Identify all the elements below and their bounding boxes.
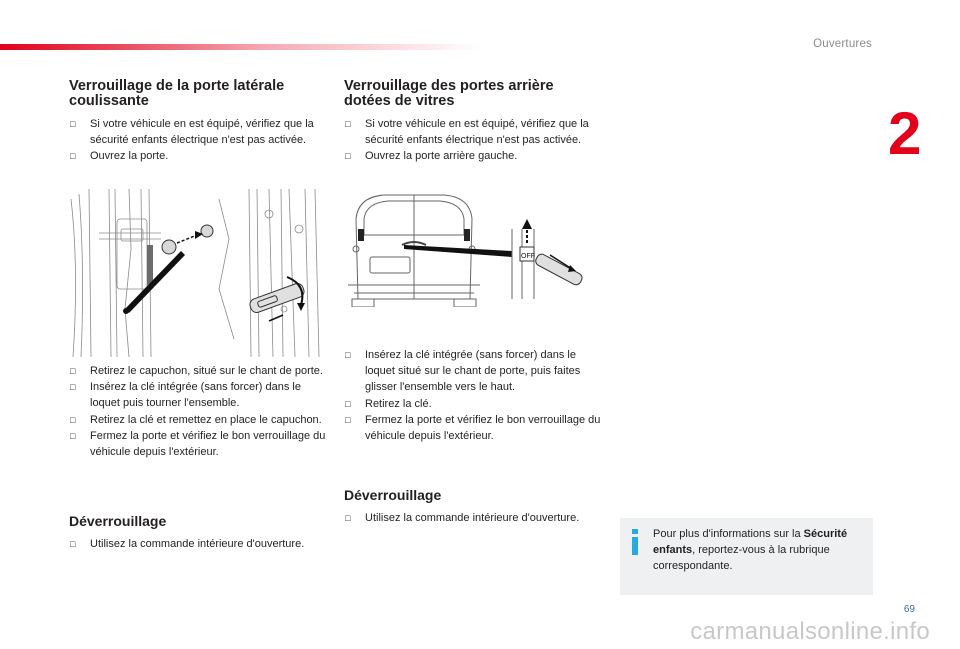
- off-label: OFF: [521, 253, 535, 260]
- bullet-icon: □: [345, 151, 351, 162]
- left-unlock-heading-block: [69, 513, 327, 529]
- right-intro-block: [344, 116, 604, 165]
- right-steps-list: [344, 347, 604, 444]
- section-title: Ouvertures: [813, 38, 872, 50]
- info-box: [620, 518, 873, 595]
- bullet-icon: □: [345, 414, 351, 425]
- bullet-icon: □: [345, 513, 351, 523]
- right-intro-list: [344, 116, 604, 165]
- left-unlock-list: [69, 536, 327, 552]
- list-item-text: Si votre véhicule en est équipé, vérifiez que la sécurité enfants électrique n'est pas activée.: [365, 118, 589, 147]
- bullet-icon: □: [70, 151, 76, 162]
- left-steps-block: [69, 363, 327, 460]
- right-unlock-heading: Déverrouillage: [344, 487, 442, 503]
- info-text: [653, 526, 868, 575]
- bullet-icon: □: [70, 539, 76, 549]
- list-item: [69, 363, 327, 379]
- list-item: [344, 412, 604, 444]
- list-item-text: Retirez la clé et remettez en place le capuchon.: [90, 413, 322, 426]
- list-item: [69, 412, 327, 428]
- left-unlock-block: [69, 536, 327, 552]
- list-item: [69, 536, 327, 552]
- list-item-text: Retirez le capuchon, situé sur le chant de porte.: [90, 365, 323, 377]
- list-item-text: Retirez la clé.: [365, 397, 432, 410]
- list-item: [344, 116, 604, 148]
- list-item-text: Insérez la clé intégrée (sans forcer) dans le loquet puis tourner l'ensemble.: [90, 381, 301, 410]
- bullet-icon: □: [70, 382, 76, 393]
- watermark: carmanualsonline.info: [690, 618, 930, 645]
- left-steps-list: [69, 363, 327, 460]
- right-title-block: [344, 79, 604, 109]
- list-item-text: Ouvrez la porte.: [90, 150, 169, 163]
- info-text-suffix: , reportez-vous à la rubrique correspondante.: [653, 544, 830, 573]
- rear-door-lock-illustration: [344, 189, 600, 307]
- bullet-icon: □: [70, 119, 76, 129]
- list-item-text: Ouvrez la porte arrière gauche.: [365, 150, 518, 163]
- list-item: [69, 428, 327, 460]
- right-section-heading: Verrouillage des portes arrière dotées de vitres: [344, 78, 554, 109]
- bullet-icon: □: [345, 119, 351, 129]
- left-intro-block: [69, 116, 327, 165]
- info-text-prefix: Pour plus d'informations sur la: [653, 528, 804, 540]
- list-item-text: Insérez la clé intégrée (sans forcer) dans le loquet situé sur le chant de porte, puis faites glisser l'ensemble vers le haut.: [365, 349, 581, 394]
- bullet-icon: □: [345, 350, 351, 360]
- list-item: [344, 510, 604, 526]
- list-item: [69, 116, 327, 148]
- bullet-icon: □: [345, 398, 351, 409]
- list-item: [344, 347, 604, 396]
- right-unlock-heading-block: [344, 487, 604, 503]
- list-item: [69, 379, 327, 411]
- left-unlock-heading: Déverrouillage: [69, 513, 167, 529]
- list-item-text: Fermez la porte et vérifiez le bon verrouillage du véhicule depuis l'extérieur.: [90, 429, 326, 459]
- left-intro-list: [69, 116, 327, 165]
- page-number: 69: [903, 604, 915, 615]
- right-unlock-list: [344, 510, 604, 526]
- info-text-bold: Sécurité enfants: [653, 528, 848, 557]
- sliding-door-lock-illustration: [69, 189, 323, 357]
- right-unlock-block: [344, 510, 604, 526]
- left-title-block: [69, 79, 327, 109]
- list-item-text: Utilisez la commande intérieure d'ouverture.: [365, 512, 580, 524]
- chapter-number: 2: [888, 100, 922, 167]
- right-steps-block: [344, 347, 604, 444]
- bullet-icon: □: [70, 366, 76, 376]
- list-item: [344, 148, 604, 164]
- bullet-icon: □: [70, 414, 76, 425]
- list-item-text: Utilisez la commande intérieure d'ouverture.: [90, 538, 305, 550]
- list-item: [344, 396, 604, 412]
- bullet-icon: □: [70, 430, 76, 441]
- left-section-heading: Verrouillage de la porte latérale coulissante: [69, 78, 285, 109]
- info-icon: [629, 529, 641, 555]
- header-accent-bar: [0, 44, 480, 50]
- list-item-text: Fermez la porte et vérifiez le bon verrouillage du véhicule depuis l'extérieur.: [365, 413, 601, 443]
- list-item-text: Si votre véhicule en est équipé, vérifiez que la sécurité enfants électrique n'est pas activée.: [90, 118, 314, 147]
- list-item: [69, 148, 327, 164]
